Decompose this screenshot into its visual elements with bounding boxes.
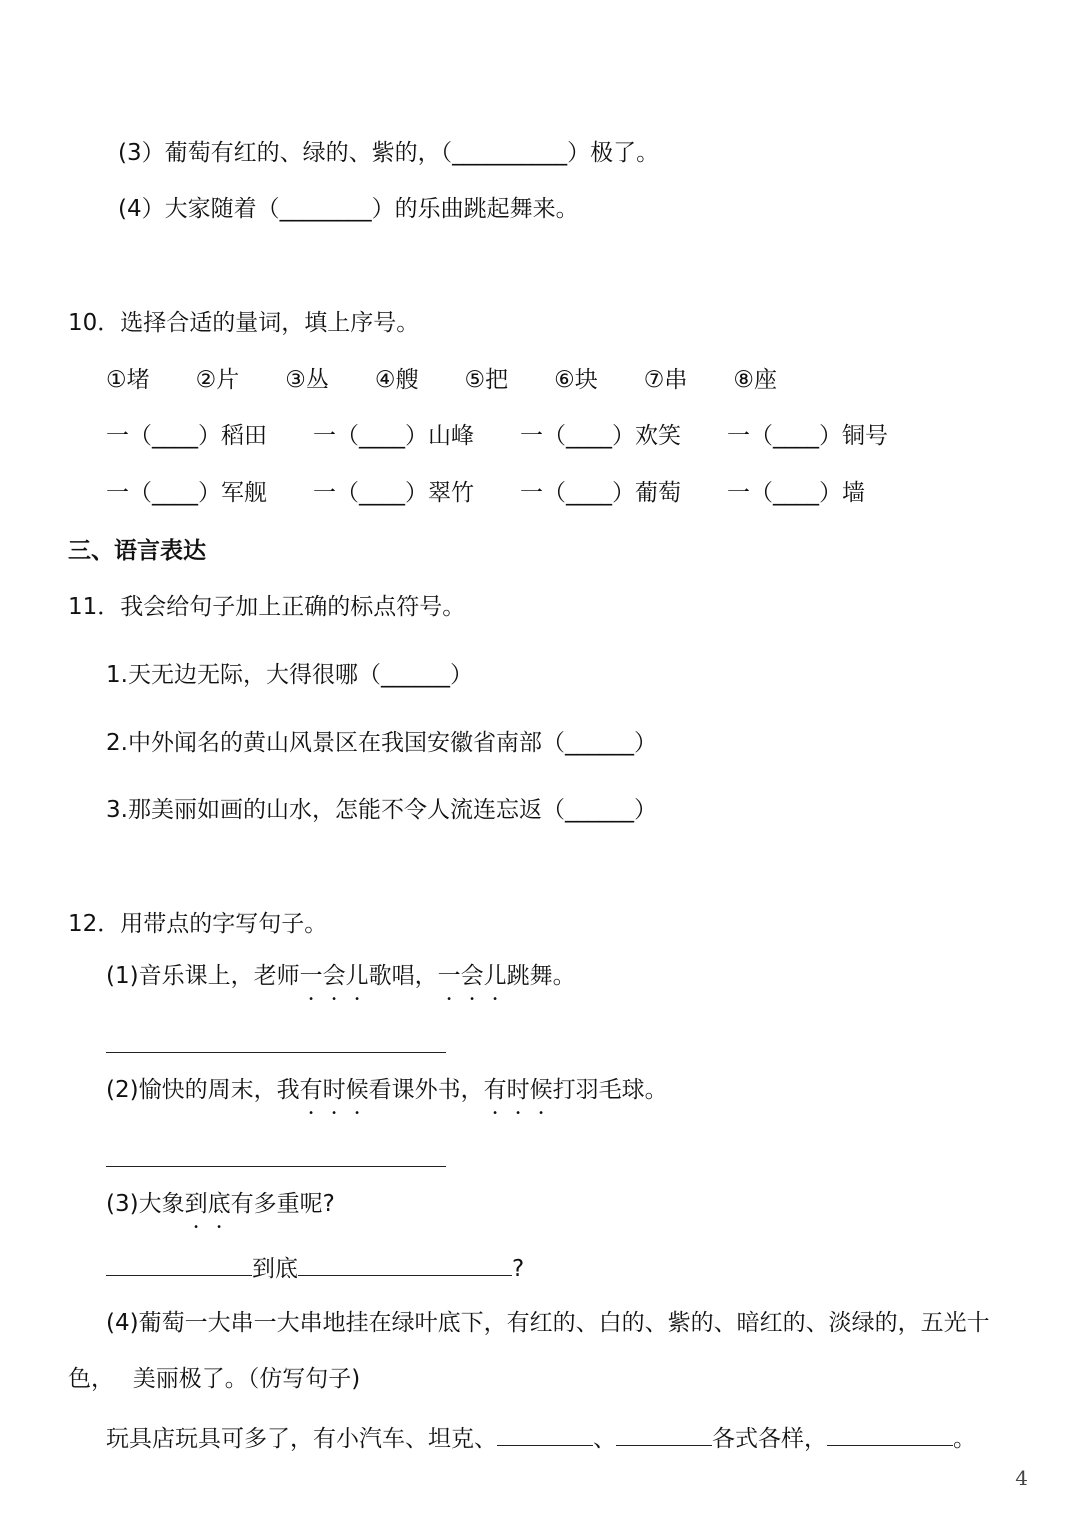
dotted-char: 儿 bbox=[483, 963, 507, 989]
dotted-char: 到 bbox=[184, 1191, 208, 1217]
dotted-char: 候 bbox=[529, 1077, 553, 1103]
text: 歌唱， bbox=[368, 963, 438, 989]
text: 各式各样， bbox=[712, 1426, 827, 1452]
text: 到底 bbox=[252, 1256, 298, 1282]
text: ? bbox=[512, 1256, 525, 1282]
dotted-word bbox=[438, 963, 507, 989]
dotted-word bbox=[300, 963, 369, 989]
dotted-char: 有 bbox=[299, 1077, 323, 1103]
answer-line-1[interactable] bbox=[106, 1028, 446, 1053]
text: 跳舞。 bbox=[506, 963, 576, 989]
blank[interactable] bbox=[616, 1421, 712, 1446]
dotted-char: 一 bbox=[299, 963, 323, 989]
q10-row-1: 一（____）稻田 一（____）山峰 一（____）欢笑 一（____）铜号 bbox=[106, 423, 888, 449]
dotted-char: 会 bbox=[460, 963, 484, 989]
text: (2)愉快的周末，我 bbox=[106, 1077, 300, 1103]
dotted-word bbox=[185, 1191, 231, 1217]
text: (1)音乐课上，老师 bbox=[106, 963, 300, 989]
q9-item-3: (3）葡萄有红的、绿的、紫的，（__________）极了。 bbox=[118, 140, 660, 166]
page-number: 4 bbox=[1015, 1466, 1028, 1490]
answer-line-2[interactable] bbox=[106, 1142, 446, 1167]
dotted-word bbox=[484, 1077, 553, 1103]
dotted-char: 一 bbox=[437, 963, 461, 989]
q10-row-2: 一（____）军舰 一（____）翠竹 一（____）葡萄 一（____）墙 bbox=[106, 480, 865, 506]
q11-sentence-1: 1.天无边无际，大得很哪（______） bbox=[106, 662, 473, 688]
q11-sentence-3: 3.那美丽如画的山水，怎能不令人流连忘返（______） bbox=[106, 797, 657, 823]
blank[interactable] bbox=[298, 1251, 512, 1276]
q12-sentence-3 bbox=[106, 1189, 335, 1219]
q12-sentence-1 bbox=[106, 961, 576, 991]
q12-title: 12．用带点的字写句子。 bbox=[68, 911, 328, 937]
text: 看课外书， bbox=[368, 1077, 484, 1103]
section-3-title: 三、语言表达 bbox=[68, 538, 206, 564]
q11-sentence-2: 2.中外闻名的黄山风景区在我国安徽省南部（______） bbox=[106, 730, 657, 756]
dotted-char: 候 bbox=[345, 1077, 369, 1103]
text: 有多重呢? bbox=[230, 1191, 335, 1217]
dotted-char: 会 bbox=[322, 963, 346, 989]
q9-item-4: (4）大家随着（________）的乐曲跳起舞来。 bbox=[118, 196, 579, 222]
dotted-char: 儿 bbox=[345, 963, 369, 989]
q12-sentence-4-line-1: (4)葡萄一大串一大串地挂在绿叶底下，有红的、白的、紫的、暗红的、淡绿的，五光十 bbox=[106, 1310, 990, 1336]
q12-sentence-3-answer bbox=[106, 1251, 524, 1284]
blank[interactable] bbox=[827, 1421, 953, 1446]
dotted-char: 时 bbox=[322, 1077, 346, 1103]
q12-sentence-2 bbox=[106, 1075, 668, 1105]
blank[interactable] bbox=[497, 1421, 593, 1446]
blank[interactable] bbox=[106, 1251, 252, 1276]
dotted-char: 时 bbox=[506, 1077, 530, 1103]
dotted-char: 有 bbox=[483, 1077, 507, 1103]
text: 、 bbox=[593, 1426, 616, 1452]
text: 玩具店玩具可多了，有小汽车、坦克、 bbox=[106, 1426, 497, 1452]
dotted-char: 底 bbox=[207, 1191, 231, 1217]
text: 打羽毛球。 bbox=[552, 1077, 668, 1103]
text: 。 bbox=[953, 1426, 976, 1452]
q11-title: 11．我会给句子加上正确的标点符号。 bbox=[68, 594, 466, 620]
dotted-word bbox=[300, 1077, 369, 1103]
q12-sentence-4-line-2: 色， 美丽极了。（仿写句子) bbox=[68, 1366, 361, 1392]
q12-sentence-4-imitate bbox=[106, 1421, 976, 1454]
text: (3)大象 bbox=[106, 1191, 185, 1217]
q10-title: 10．选择合适的量词，填上序号。 bbox=[68, 310, 420, 336]
q10-options: ①堵 ②片 ③丛 ④艘 ⑤把 ⑥块 ⑦串 ⑧座 bbox=[106, 367, 777, 393]
